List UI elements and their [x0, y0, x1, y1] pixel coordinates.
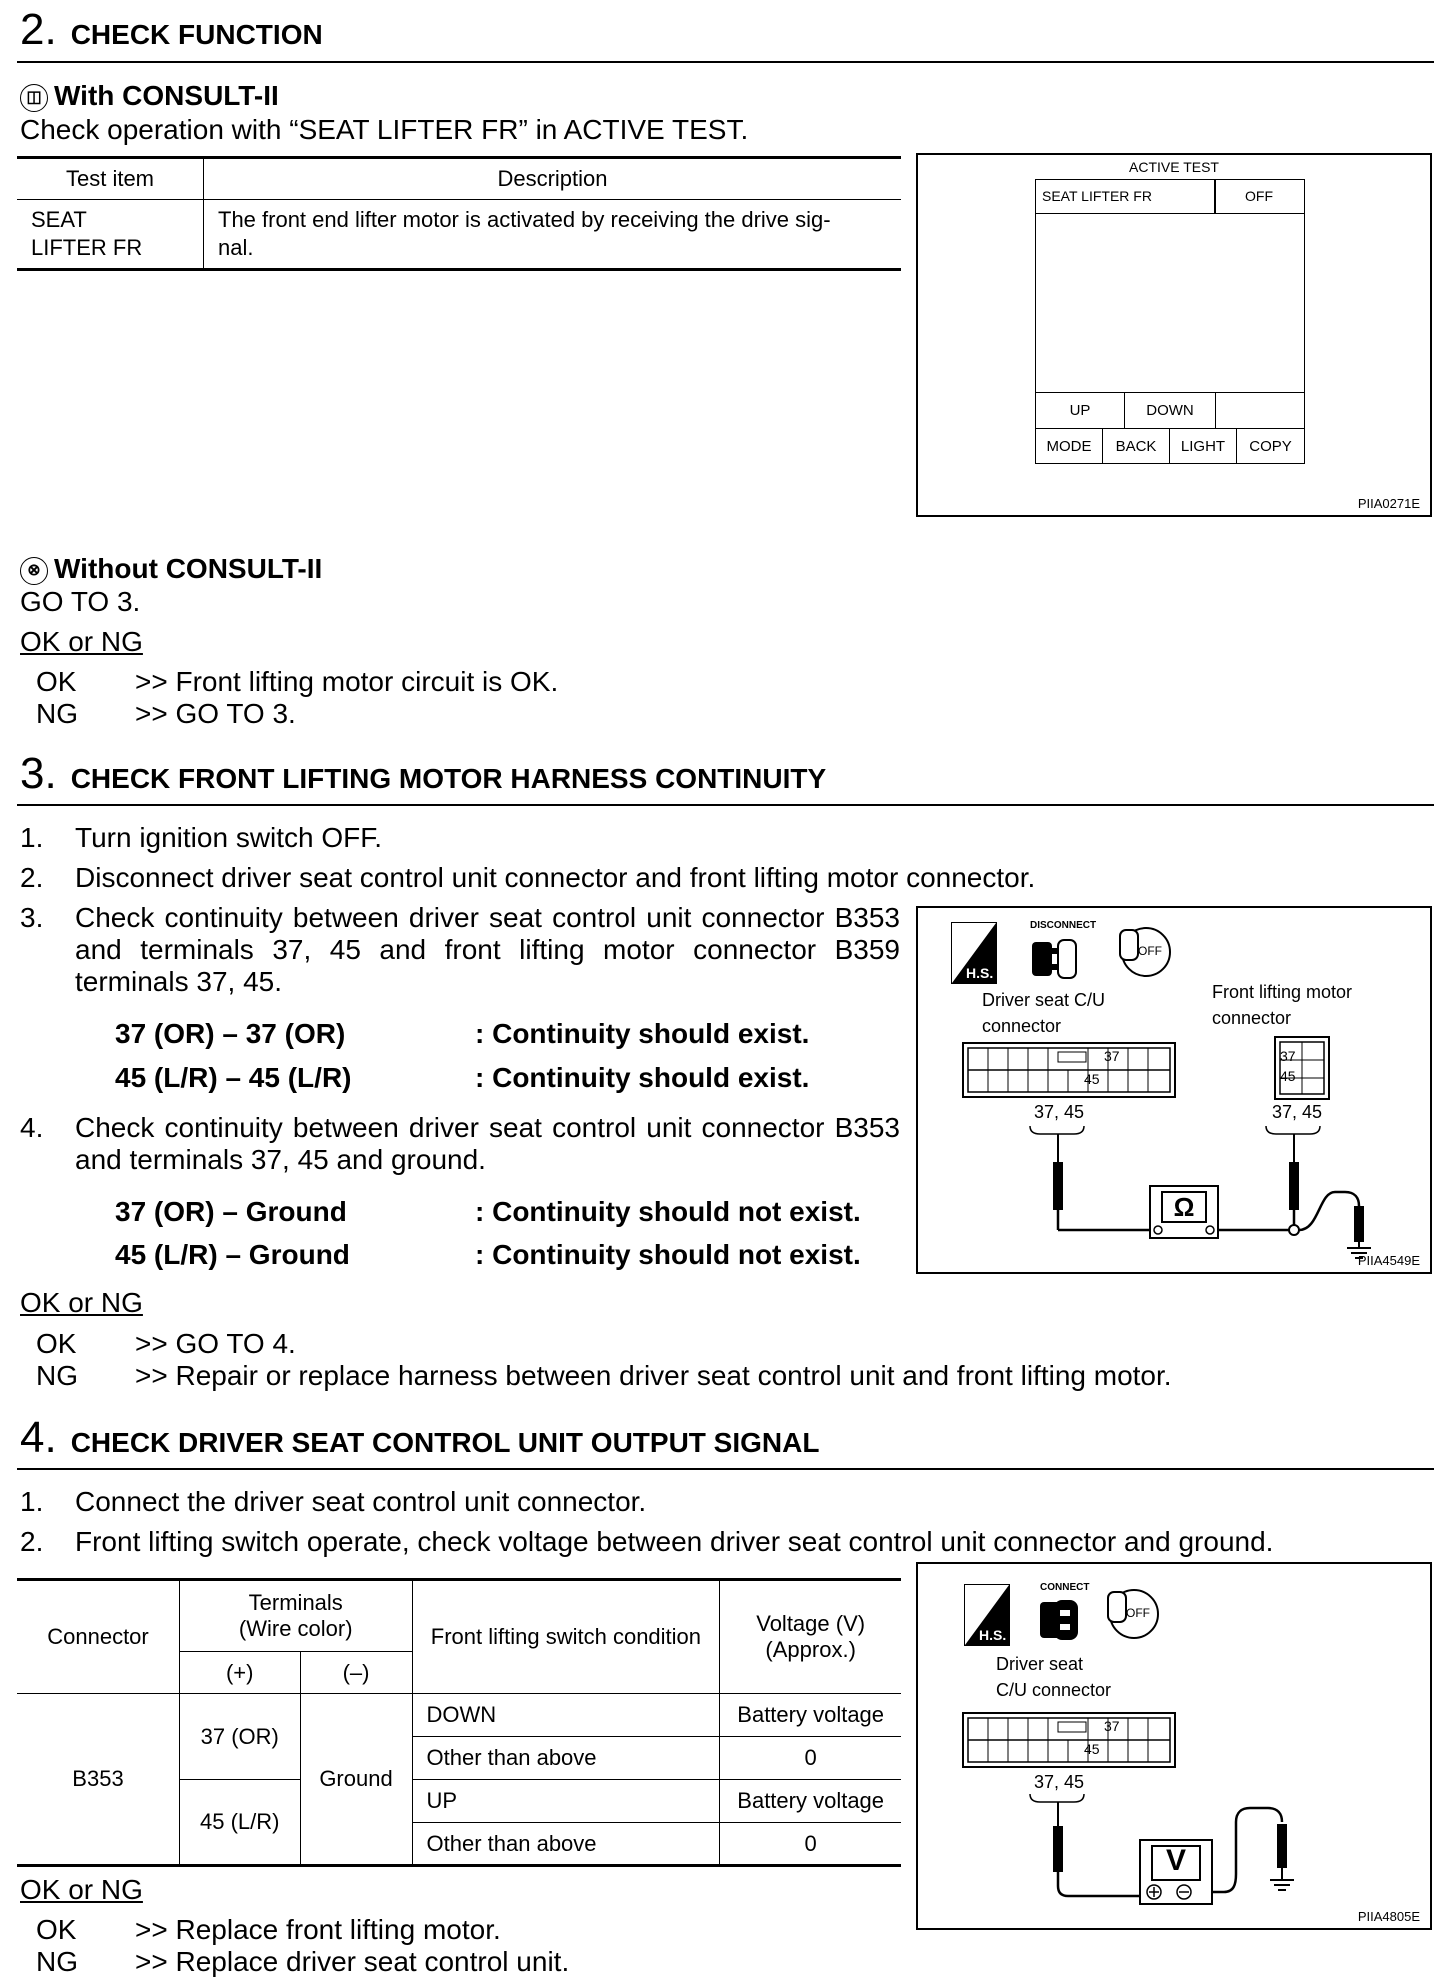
- table-header: Connector: [17, 1580, 179, 1694]
- screen-status: OFF: [1245, 188, 1273, 204]
- screen-title: ACTIVE TEST: [1129, 159, 1219, 175]
- voltage-cell: Battery voltage: [720, 1780, 901, 1823]
- ok-result: >> GO TO 4.: [135, 1328, 296, 1359]
- voltage-table: [17, 1578, 901, 1867]
- condition-cell: UP: [412, 1780, 720, 1823]
- list-item-number: 2.: [20, 862, 44, 893]
- back-button[interactable]: BACK: [1103, 429, 1170, 464]
- list-item: Disconnect driver seat control unit connector and front lifting motor connector.: [75, 862, 1036, 893]
- without-consult-heading: [20, 553, 322, 585]
- mode-button[interactable]: MODE: [1036, 429, 1103, 464]
- driver-connector: [962, 1042, 1176, 1098]
- spec-right: : Continuity should exist.: [475, 1062, 810, 1093]
- up-button[interactable]: UP: [1036, 393, 1125, 429]
- connector-cell: B353: [17, 1694, 179, 1866]
- driver-connector: [962, 1712, 1176, 1768]
- ng-tag: NG: [36, 1360, 78, 1391]
- terminal-minus-cell: Ground: [300, 1694, 412, 1866]
- driver-connector-label: connector: [982, 1016, 1062, 1036]
- condition-cell: DOWN: [412, 1694, 720, 1737]
- list-item-number: 3.: [20, 902, 44, 933]
- header-line: Voltage (V): [756, 1611, 866, 1636]
- step-3-heading: [20, 749, 827, 798]
- screen-item: SEAT LIFTER FR: [1042, 188, 1152, 204]
- active-test-figure: [916, 153, 1432, 517]
- ok-tag: OK: [36, 1328, 77, 1359]
- figure-id: PIIA0271E: [1357, 496, 1420, 511]
- table-header: Description: [204, 158, 902, 200]
- header-line: Terminals: [248, 1590, 343, 1615]
- terminal-label: 37, 45: [1272, 1102, 1323, 1122]
- volt-symbol: V: [1165, 1844, 1186, 1877]
- driver-connector-label: Driver seat C/U: [982, 990, 1106, 1010]
- spec-right: : Continuity should not exist.: [475, 1239, 861, 1270]
- off-label: OFF: [1126, 1606, 1150, 1620]
- terminal-label: 37, 45: [1034, 1772, 1085, 1792]
- spec-right: : Continuity should exist.: [475, 1018, 810, 1049]
- cell-line: The front end lifter motor is activated by receiving the drive sig-: [218, 207, 831, 232]
- table-header: [179, 1580, 412, 1652]
- step-title: CHECK DRIVER SEAT CONTROL UNIT OUTPUT SIGNAL: [70, 1427, 820, 1458]
- ok-result: >> Replace front lifting motor.: [135, 1914, 501, 1945]
- spec-left: 45 (L/R) – Ground: [115, 1239, 350, 1270]
- copy-button[interactable]: COPY: [1249, 438, 1292, 455]
- cell-line: nal.: [218, 235, 254, 260]
- with-consult-label: With CONSULT-II: [54, 80, 279, 111]
- divider: [17, 61, 1434, 63]
- consult-icon: ◫: [20, 84, 48, 112]
- table-row: [17, 200, 901, 270]
- table-header: [720, 1580, 901, 1694]
- continuity-figure: [916, 906, 1432, 1274]
- ng-result: >> Replace driver seat control unit.: [135, 1946, 570, 1977]
- list-item: Check continuity between driver seat control unit connector B353 and terminals 37, 45 and front lifting motor connector B359 terminals 37, 45.: [75, 902, 900, 997]
- terminal-37: 37: [1104, 1718, 1120, 1734]
- terminal-label: 37, 45: [1034, 1102, 1085, 1122]
- spec-left: 37 (OR) – 37 (OR): [115, 1018, 346, 1049]
- screen-frame: [1035, 179, 1305, 464]
- list-item-number: 1.: [20, 1486, 44, 1517]
- terminal-37: 37: [1104, 1048, 1120, 1064]
- step-number: 3.: [20, 749, 57, 798]
- voltage-cell: 0: [720, 1823, 901, 1866]
- ng-result: >> GO TO 3.: [135, 698, 296, 729]
- list-item-number: 2.: [20, 1526, 44, 1557]
- figure-id: PIIA4549E: [1357, 1253, 1420, 1268]
- header-line: (Wire color): [238, 1616, 353, 1641]
- motor-connector-label: Front lifting motor: [1212, 982, 1353, 1002]
- terminal-45: 45: [1280, 1068, 1296, 1084]
- ng-tag: NG: [36, 698, 78, 729]
- hs-label: H.S.: [966, 965, 994, 981]
- ok-result: >> Front lifting motor circuit is OK.: [135, 666, 559, 697]
- list-item: Check continuity between driver seat control unit connector B353 and terminals 37, 45 and ground.: [75, 1112, 900, 1175]
- table-header: Front lifting switch condition: [412, 1580, 720, 1694]
- figure-id: PIIA4805E: [1357, 1909, 1420, 1924]
- terminal-plus-cell: 45 (L/R): [179, 1780, 300, 1866]
- ng-result: >> Repair or replace harness between driver seat control unit and front lifting motor.: [135, 1360, 1172, 1391]
- table-row: [17, 1694, 901, 1737]
- ok-ng-label: OK or NG: [20, 626, 143, 657]
- screen-button-area: [1036, 392, 1304, 464]
- ohm-symbol: Ω: [1173, 1192, 1195, 1222]
- table-header: (+): [179, 1652, 300, 1694]
- ng-tag: NG: [36, 1946, 78, 1977]
- without-consult-label: Without CONSULT-II: [54, 553, 323, 584]
- no-consult-icon: ⊗: [20, 557, 48, 585]
- list-item-number: 1.: [20, 822, 44, 853]
- list-item: Connect the driver seat control unit connector.: [75, 1486, 647, 1517]
- driver-connector-label: C/U connector: [996, 1680, 1112, 1700]
- test-item-cell: [17, 200, 204, 270]
- spec-left: 37 (OR) – Ground: [115, 1196, 347, 1227]
- empty-button: [1216, 393, 1304, 429]
- step-2-heading: [20, 5, 323, 54]
- condition-cell: Other than above: [412, 1823, 720, 1866]
- step-number: 2.: [20, 5, 57, 54]
- disconnect-icon: [1030, 934, 1078, 982]
- down-button[interactable]: DOWN: [1125, 393, 1216, 429]
- step-title: CHECK FUNCTION: [70, 19, 323, 50]
- off-label: OFF: [1138, 944, 1162, 958]
- list-item: Turn ignition switch OFF.: [75, 822, 383, 853]
- terminal-45: 45: [1084, 1741, 1100, 1757]
- divider: [17, 804, 1434, 806]
- header-line: (Approx.): [765, 1637, 856, 1662]
- table-header: (–): [300, 1652, 412, 1694]
- hs-icon: [951, 922, 997, 984]
- ok-ng-label: OK or NG: [20, 1287, 143, 1318]
- description-cell: [204, 200, 902, 270]
- divider: [17, 1468, 1434, 1470]
- light-button[interactable]: LIGHT: [1170, 429, 1237, 464]
- driver-connector-label: Driver seat: [996, 1654, 1084, 1674]
- cell-line: LIFTER FR: [31, 235, 143, 260]
- goto-text: GO TO 3.: [20, 586, 141, 617]
- instruction-text: Check operation with “SEAT LIFTER FR” in ACTIVE TEST.: [20, 114, 749, 145]
- step-4-heading: [20, 1413, 820, 1462]
- list-item-number: 4.: [20, 1112, 44, 1143]
- terminal-37: 37: [1280, 1048, 1296, 1064]
- step-title: CHECK FRONT LIFTING MOTOR HARNESS CONTINUITY: [70, 763, 827, 794]
- list-item: Front lifting switch operate, check voltage between driver seat control unit connector and ground.: [75, 1526, 1274, 1557]
- table-header: Test item: [17, 158, 204, 200]
- test-item-table: [17, 156, 901, 271]
- motor-connector-label: connector: [1212, 1008, 1292, 1028]
- connect-label: CONNECT: [1040, 1582, 1090, 1593]
- hs-icon: [964, 1584, 1010, 1646]
- voltage-cell: Battery voltage: [720, 1694, 901, 1737]
- spec-right: : Continuity should not exist.: [475, 1196, 861, 1227]
- spec-left: 45 (L/R) – 45 (L/R): [115, 1062, 352, 1093]
- ok-tag: OK: [36, 666, 77, 697]
- condition-cell: Other than above: [412, 1737, 720, 1780]
- step-number: 4.: [20, 1413, 57, 1462]
- disconnect-label: DISCONNECT: [1030, 920, 1097, 931]
- ok-ng-label: OK or NG: [20, 1874, 143, 1905]
- screen-item-row: [1036, 180, 1304, 214]
- terminal-45: 45: [1084, 1071, 1100, 1087]
- voltage-cell: 0: [720, 1737, 901, 1780]
- ok-tag: OK: [36, 1914, 77, 1945]
- cell-line: SEAT: [31, 207, 87, 232]
- hs-label: H.S.: [979, 1627, 1007, 1643]
- terminal-plus-cell: 37 (OR): [179, 1694, 300, 1780]
- with-consult-heading: [20, 80, 279, 112]
- voltage-figure: [916, 1562, 1432, 1930]
- connect-icon: [1038, 1596, 1082, 1644]
